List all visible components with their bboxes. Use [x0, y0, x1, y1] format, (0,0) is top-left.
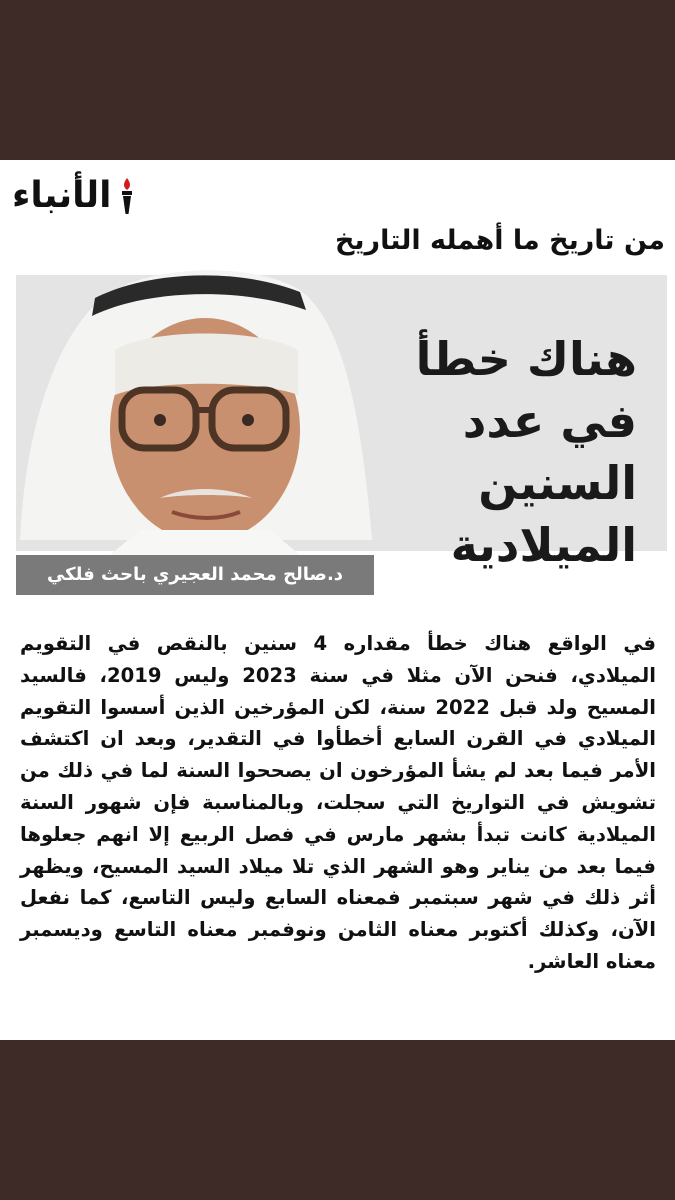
headline-line-3: الميلادية	[450, 518, 637, 572]
newspaper-clipping	[0, 160, 675, 1040]
publication-logo	[12, 174, 138, 218]
author-portrait	[0, 230, 380, 555]
author-caption: د.صالح محمد العجيري باحث فلكي	[16, 555, 374, 595]
headline-line-2: في عدد السنين	[462, 394, 637, 510]
headline	[337, 328, 637, 576]
headline-line-1: هناك خطأ	[415, 332, 637, 386]
article-body: في الواقع هناك خطأ مقداره 4 سنين بالنقص في التقويم الميلادي، فنحن الآن مثلا في سنة 2023 وليس 2019، فالسيد المسيح ولد قبل 2022 سنة، لكن المؤرخين الذين أسسوا التقويم الميلادي في القرن السابع أخطأوا في التقدير، وبعد ان اكتشف الأمر فيما بعد لم يشأ المؤرخون ان يصححوا السنة لما في ذلك من تشويش في التواريخ التي سجلت، وبالمناسبة فإن شهور السنة الميلادية كانت تبدأ بشهر مارس في فصل الربيع إلا انهم جعلوها فيما بعد من يناير وهو الشهر الذي تلا ميلاد السيد المسيح، ويظهر أثر ذلك في شهر سبتمبر فمعناه السابع وليس التاسع، كما نفعل الآن، وكذلك أكتوبر معناه الثامن ونوفمبر معناه التاسع وديسمبر معناه العاشر.	[20, 632, 657, 973]
torch-icon	[116, 176, 138, 216]
section-kicker: من تاريخ ما أهمله التاريخ	[334, 225, 665, 256]
logo-wordmark: الأنباء	[12, 175, 112, 216]
